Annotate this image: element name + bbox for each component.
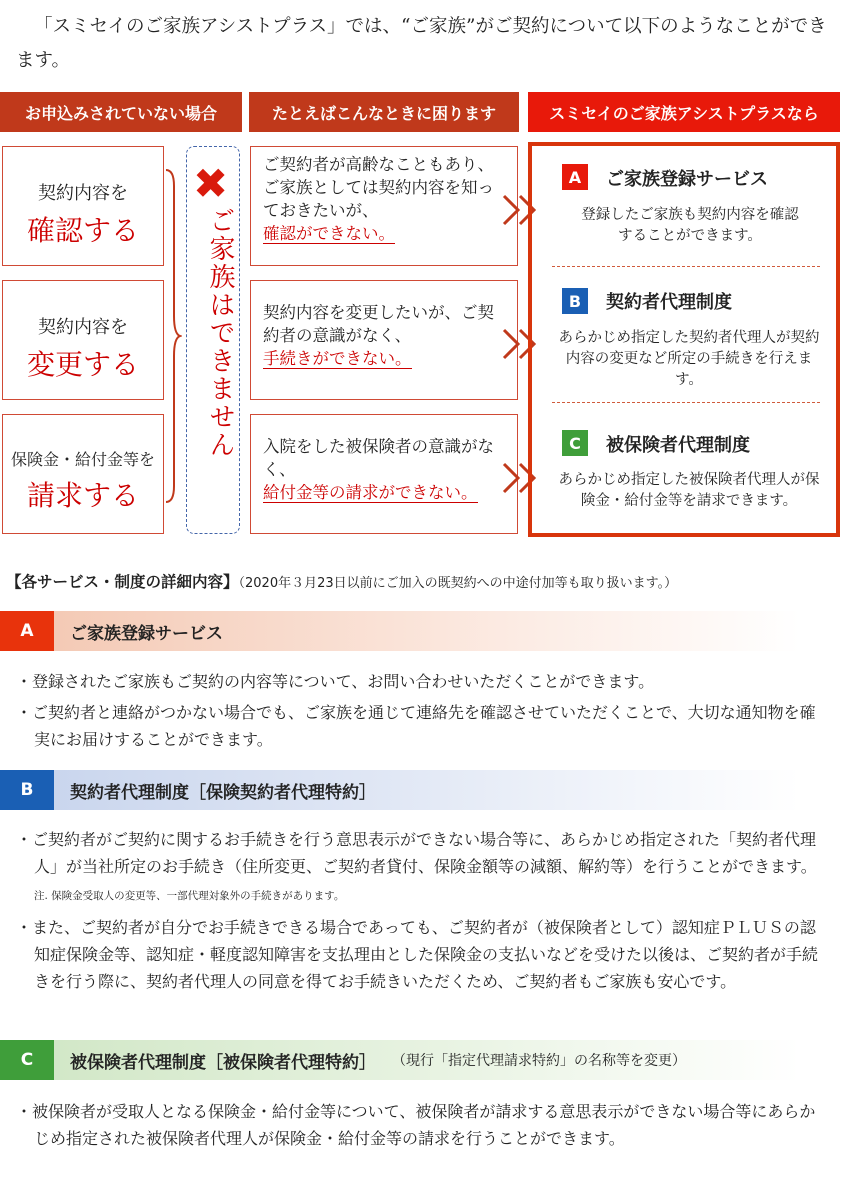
service-c-title: 被保険者代理制度 — [606, 435, 750, 456]
left-box-claim — [2, 414, 164, 534]
trouble-box-change — [250, 280, 518, 400]
details-title: 【各サービス・制度の詳細内容】 — [6, 573, 239, 591]
trouble-box-confirm — [250, 146, 518, 266]
left-box-change — [2, 280, 164, 400]
bullet-item — [16, 826, 831, 910]
brace-icon — [162, 166, 182, 506]
section-c-letter: C — [0, 1040, 54, 1080]
trouble-text: 契約内容を変更したいが、ご契約者の意識がなく、 — [263, 303, 494, 345]
section-a-title: ご家族登録サービス — [70, 623, 223, 644]
details-heading — [6, 570, 677, 592]
service-c-desc: あらかじめ指定した被保険者代理人が保険金・給付金等を請求できます。 — [558, 472, 820, 509]
bullet-item: ・被保険者が受取人となる保険金・給付金等について、被保険者が請求する意思表示ができない場合等にあらかじめ指定された被保険者代理人が保険金・給付金等の請求を行うことができます。 — [16, 1102, 816, 1148]
left-box-line1: 保険金・給付金等を — [10, 450, 155, 469]
service-b-desc: あらかじめ指定した契約者代理人が契約内容の変更など所定の手続きを行えます。 — [558, 330, 820, 388]
header-assist-plus: スミセイのご家族アシストプラスなら — [528, 92, 840, 132]
section-b-band — [0, 770, 800, 810]
bullet-text: ・ご契約者がご契約に関するお手続きを行う意思表示ができない場合等に、あらかじめ指定された「契約者代理人」が当社所定のお手続き（住所変更、ご契約者貸付、保険金額等の減額、解約等）を行うことができます。 — [16, 830, 817, 876]
left-box-action: 確認する — [26, 214, 139, 247]
left-box-line1: 契約内容を — [38, 183, 128, 204]
header-trouble-cases: たとえばこんなときに困ります — [249, 92, 519, 132]
divider — [552, 402, 820, 403]
section-c-band — [0, 1040, 800, 1080]
divider — [552, 266, 820, 267]
trouble-underline: 手続きができない。 — [263, 349, 412, 368]
section-b-letter: B — [0, 770, 54, 810]
letter-c-badge: C — [562, 430, 588, 456]
intro-text: 「スミセイのご家族アシストプラス」では、“ご家族”がご契約について以下のようなことができます。 — [16, 16, 827, 71]
cross-icon: ✖ — [193, 159, 229, 208]
trouble-underline: 給付金等の請求ができない。 — [263, 483, 478, 502]
section-a-bullets — [16, 668, 831, 753]
trouble-box-claim — [250, 414, 518, 534]
left-box-action: 請求する — [26, 479, 139, 512]
letter-b-badge: B — [562, 288, 588, 314]
trouble-text: 入院をした被保険者の意識がなく、 — [263, 437, 494, 479]
bullet-item: ・また、ご契約者が自分でお手続きできる場合であっても、ご契約者が（被保険者として）認知症ＰＬＵＳの認知症保険金等、認知症・軽度認知障害を支払理由とした保険金の支払いなどを受けた以後は、ご契約者が手続きを行う際に、契約者代理人の同意を得てお手続きいただくため、ご契約者もご家族も安心です。 — [16, 918, 819, 991]
section-a-band — [0, 611, 800, 651]
service-b-title: 契約者代理制度 — [606, 292, 732, 313]
left-box-action: 変更する — [26, 348, 139, 381]
header-not-applied: お申込みされていない場合 — [0, 92, 242, 132]
section-b-title: 契約者代理制度［保険契約者代理特約］ — [70, 782, 376, 803]
service-a-desc: 登録したご家族も契約内容を確認することができます。 — [581, 207, 799, 244]
service-a-title: ご家族登録サービス — [606, 169, 768, 190]
section-c-note: （現行「指定代理請求特約」の名称等を変更） — [392, 1053, 686, 1069]
trouble-text: ご契約者が高齢なこともあり、ご家族としては契約内容を知っておきたいが、 — [263, 155, 494, 220]
cannot-do-text: ご家族はできません — [205, 207, 235, 459]
left-box-line1: 契約内容を — [38, 317, 128, 338]
section-a-letter: A — [0, 611, 54, 651]
bullet-item: ・ご契約者と連絡がつかない場合でも、ご家族を通じて連絡先を確認させていただくことで、大切な通知物を確実にお届けすることができます。 — [16, 703, 816, 749]
bullet-item: ・登録されたご家族もご契約の内容等について、お問い合わせいただくことができます。 — [16, 672, 655, 691]
letter-a-badge: A — [562, 164, 588, 190]
details-note: （2020年３月23日以前にご加入の既契約への中途付加等も取り扱います。） — [238, 576, 678, 591]
section-c-bullets — [16, 1098, 831, 1152]
trouble-underline: 確認ができない。 — [263, 224, 395, 243]
section-b-bullets — [16, 826, 831, 995]
bullet-small-note: 注. 保険金受取人の変更等、一部代理対象外の手続きがあります。 — [34, 890, 345, 902]
section-c-title: 被保険者代理制度［被保険者代理特約］ — [70, 1052, 376, 1073]
left-box-confirm — [2, 146, 164, 266]
